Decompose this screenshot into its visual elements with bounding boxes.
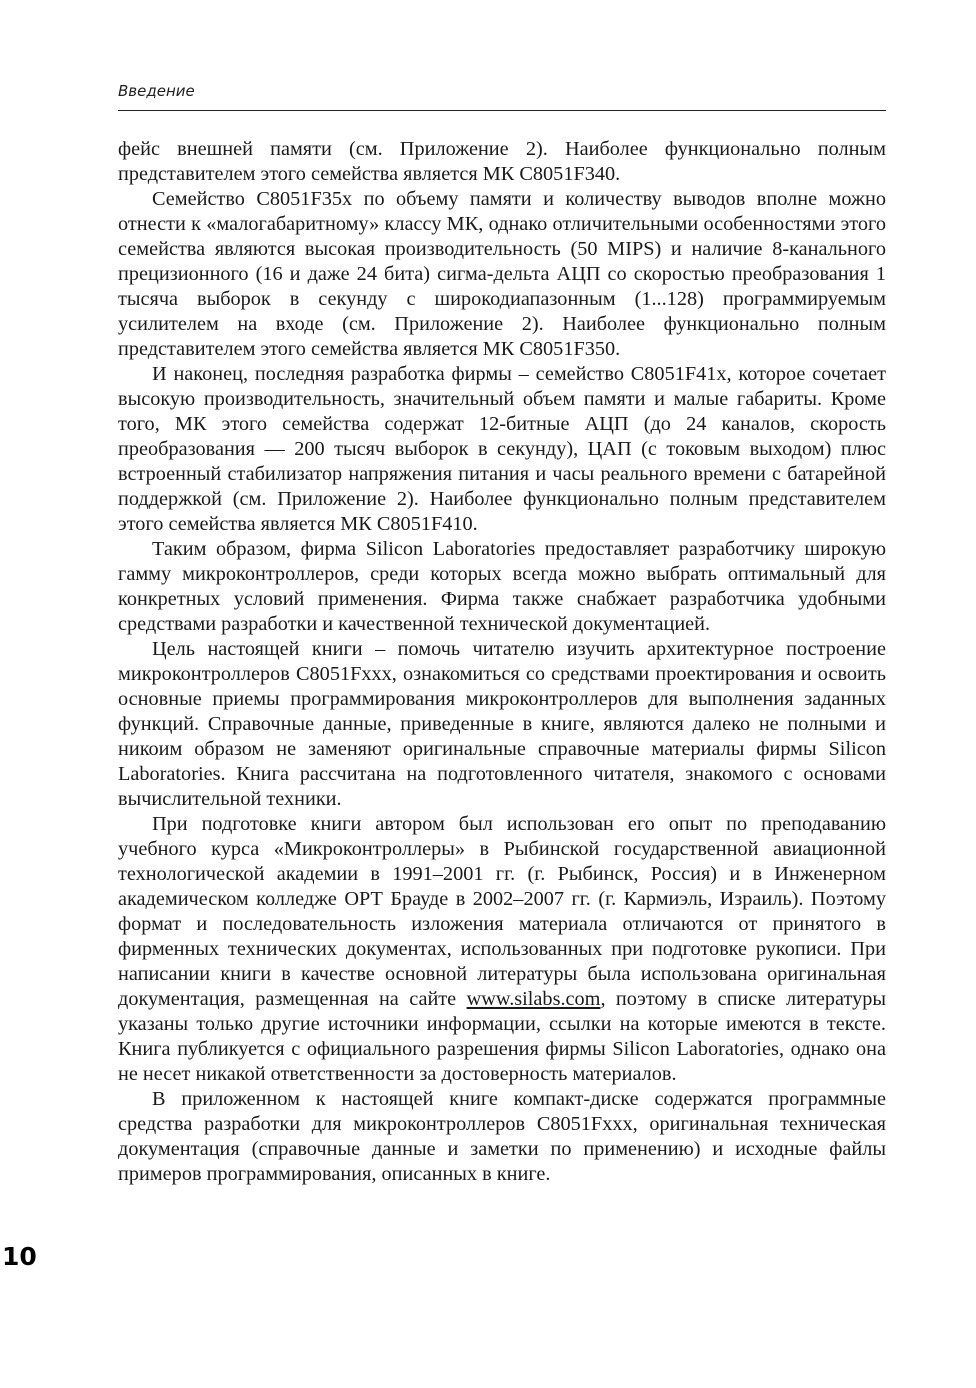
page-number: 10 (2, 1242, 37, 1271)
paragraph: И наконец, последняя разработка фирмы – семейство C8051F41x, которое сочетает высокую производительность, значительный объем памяти и малые габариты. Кроме того, МК этого семейства содержат 12-битные АЦП (до 24 каналов, скорость преобразования — 200 тысяч выборок в секунду), ЦАП (с токовым выходом) плюс встроенный стабилизатор напряжения питания и часы реального времени с батарейной поддержкой (см. Приложение 2). Наиболее функционально полным представителем этого семейства является МК C8051F410. (118, 363, 886, 535)
paragraph: Семейство C8051F35x по объему памяти и количеству выводов вполне можно отнести к «малогабаритному» классу МК, однако отличительными особенностями этого семейства являются высокая производительность (50 MIPS) и наличие 8-канального прецизионного (16 и даже 24 бита) сигма-дельта АЦП со скоростью преобразования 1 тысяча выборок в секунду с широкодиапазонным (1...128) программируемым усилителем на входе (см. Приложение 2). Наиболее функционально полным представителем этого семейства является МК C8051F350. (118, 188, 886, 360)
paragraph: Таким образом, фирма Silicon Laboratories предоставляет разработчику широкую гамму микроконтроллеров, среди которых всегда можно выбрать оптимальный для конкретных условий применения. Фирма также снабжает разработчика удобными средствами разработки и качественной технической документацией. (118, 538, 886, 635)
paragraph-with-link (118, 812, 886, 1087)
running-head: Введение (118, 82, 195, 100)
body-text (118, 137, 886, 1187)
paragraph: В приложенном к настоящей книге компакт-диске содержатся программные средства разработки для микроконтроллеров C8051Fxxx, оригинальная техническая документация (справочные данные и заметки по применению) и исходные файлы примеров программирования, описанных в книге. (118, 1088, 886, 1185)
paragraph: Цель настоящей книги – помочь читателю изучить архитектурное построение микроконтроллеров C8051Fxxx, ознакомиться со средствами проектирования и освоить основные приемы программирования микроконтроллеров для выполнения заданных функций. Справочные данные, приведенные в книге, являются далеко не полными и никоим образом не заменяют оригинальные справочные материалы фирмы Silicon Laboratories. Книга рассчитана на подготовленного читателя, знакомого с основами вычислительной техники. (118, 638, 886, 810)
paragraph-text-after-link: , поэтому в списке литературы указаны только другие источники информации, ссылки на которые имеются в тексте. Книга публикуется с официального разрешения фирмы Silicon Laboratories, однако она не несет никакой ответственности за достоверность материалов. (118, 988, 886, 1085)
header-rule (118, 110, 886, 111)
paragraph-continued: фейс внешней памяти (см. Приложение 2). Наиболее функционально полным представителем этого семейства является МК C8051F340. (118, 138, 886, 185)
silabs-link[interactable]: www.silabs.com (466, 988, 601, 1010)
paragraph-text-before-link: При подготовке книги автором был использован его опыт по преподаванию учебного курса «Микроконтроллеры» в Рыбинской государственной авиационной технологической академии в 1991–2001 гг. (г. Рыбинск, Россия) и в Инженерном академическом колледже ОРТ Брауде в 2002–2007 гг. (г. Кармиэль, Израиль). Поэтому формат и последовательность изложения материала отличаются от принятого в фирменных технических документах, использованных при подготовке рукописи. При написании книги в качестве основной литературы была использована оригинальная документация, размещенная на сайте (118, 813, 886, 1010)
